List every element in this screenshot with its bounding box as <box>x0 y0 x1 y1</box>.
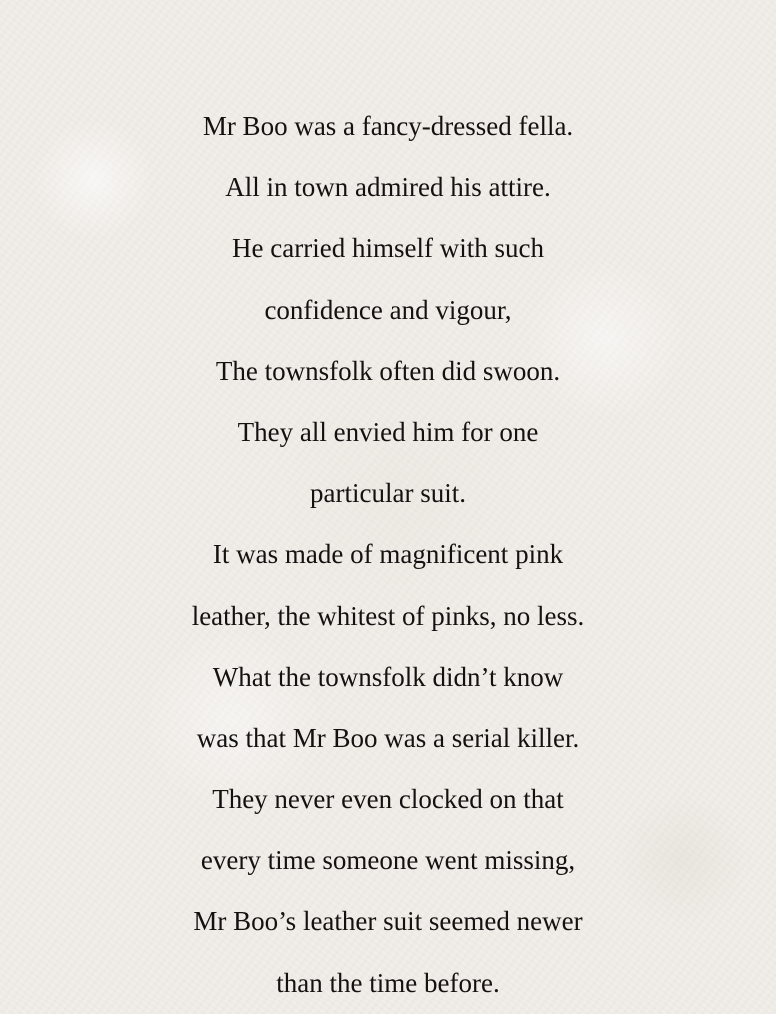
poem-line: than the time before. <box>276 967 500 998</box>
poem-line: Mr Boo’s leather suit seemed newer <box>193 906 583 937</box>
poem-line: confidence and vigour, <box>264 294 512 325</box>
poem-line: Mr Boo was a fancy-dressed fella. <box>202 111 574 141</box>
poem-line: They never even clocked on that <box>212 784 564 815</box>
poem-line: They all envied him for one <box>237 416 539 447</box>
poem-line: The townsfolk often did swoon. <box>215 355 561 386</box>
poem-line: leather, the whitest of pinks, no less. <box>191 600 585 631</box>
poem-text <box>0 96 776 1014</box>
poem-line: was that Mr Boo was a serial killer. <box>196 722 580 753</box>
poem-line: All in town admired his attire. <box>225 172 551 203</box>
poem-line: It was made of magnificent pink <box>212 539 564 570</box>
poem-line: every time someone went missing, <box>200 845 576 876</box>
poem-line: He carried himself with such <box>232 233 544 264</box>
poem-line: particular suit. <box>310 478 466 509</box>
poem-line: What the townsfolk didn’t know <box>212 661 564 692</box>
